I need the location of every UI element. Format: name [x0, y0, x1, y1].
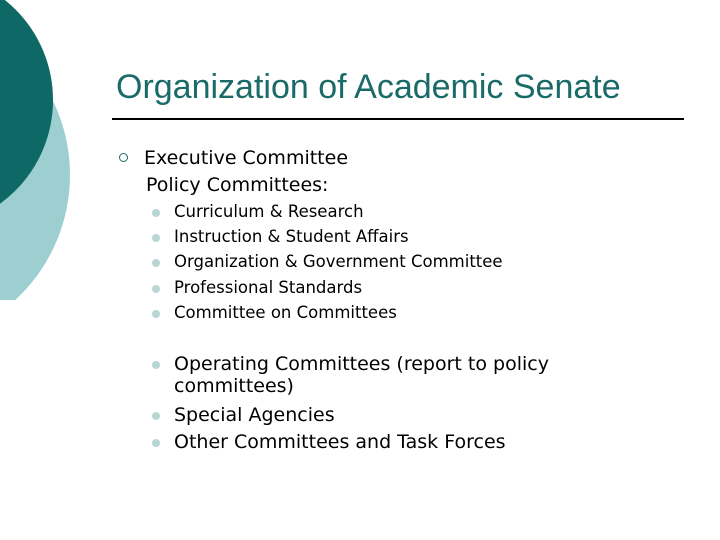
- list-item: Organization & Government Committee: [174, 252, 503, 271]
- list-item: Committee on Committees: [174, 303, 397, 322]
- bullet-policy-committees: Policy Committees:: [146, 174, 329, 196]
- dot-bullet-icon: [152, 439, 160, 447]
- list-item: Operating Committees (report to policy: [174, 353, 549, 375]
- list-item: Curriculum & Research: [174, 202, 364, 221]
- list-item: Professional Standards: [174, 278, 363, 297]
- list-item: Other Committees and Task Forces: [174, 431, 506, 453]
- dot-bullet-icon: [152, 285, 160, 293]
- list-item: Instruction & Student Affairs: [174, 227, 409, 246]
- slide-title: Organization of Academic Senate: [116, 68, 621, 106]
- dot-bullet-icon: [152, 361, 160, 369]
- circle-bullet-icon: [119, 153, 128, 162]
- dot-bullet-icon: [152, 209, 160, 217]
- dot-bullet-icon: [152, 259, 160, 267]
- bullet-executive-committee: Executive Committee: [144, 147, 349, 169]
- dot-bullet-icon: [152, 412, 160, 420]
- decorative-teal-circles: [0, 0, 120, 300]
- title-divider: [112, 118, 684, 120]
- dot-bullet-icon: [152, 234, 160, 242]
- list-item: Special Agencies: [174, 404, 335, 426]
- dot-bullet-icon: [152, 310, 160, 318]
- list-item-continuation: committees): [174, 375, 294, 397]
